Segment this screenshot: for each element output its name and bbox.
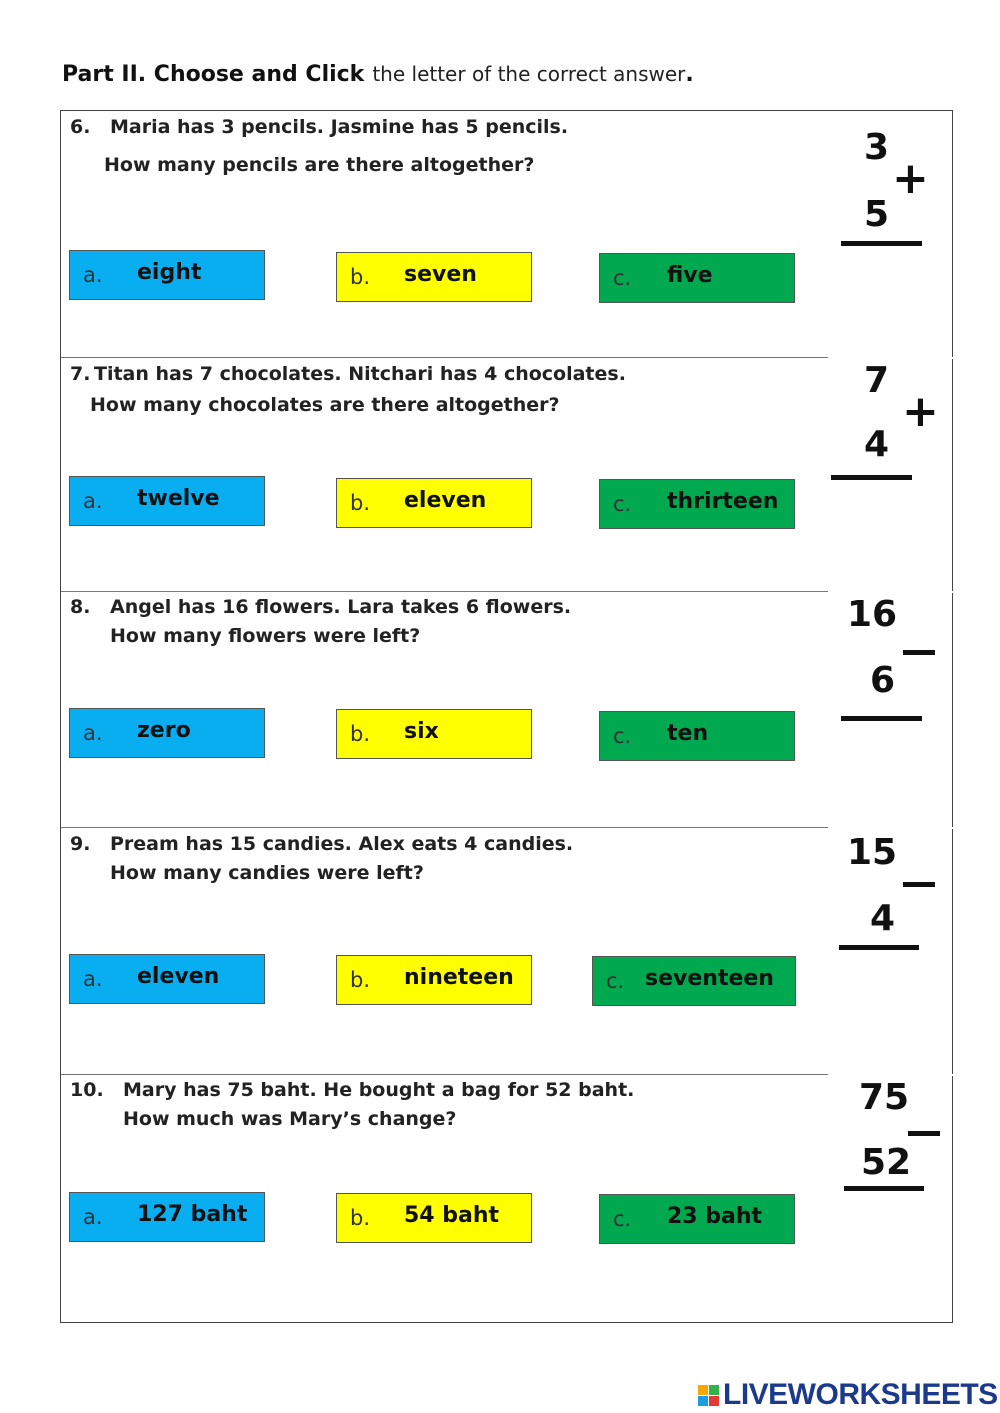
question-text: Titan has 7 chocolates. Nitchari has 4 chocolates. <box>94 363 626 385</box>
question-row <box>61 591 952 827</box>
minus-sign <box>903 650 935 655</box>
calc-top-number: 75 <box>859 1077 910 1118</box>
option-letter: b. <box>350 1206 371 1230</box>
option-letter: a. <box>83 967 103 991</box>
option-letter: a. <box>83 721 103 745</box>
option-text: eight <box>137 260 202 285</box>
option-letter: c. <box>606 969 625 993</box>
answer-option-b[interactable] <box>336 1193 532 1243</box>
vertical-calculation <box>831 828 951 1075</box>
question-line-1 <box>70 1079 634 1101</box>
answer-option-b[interactable] <box>336 955 532 1005</box>
plus-sign: + <box>892 153 929 204</box>
option-text: eleven <box>137 964 220 989</box>
option-text: 23 baht <box>667 1204 763 1229</box>
vertical-calculation <box>821 358 951 592</box>
question-number: 7. <box>70 363 91 385</box>
question-row <box>61 827 952 1074</box>
answer-option-a[interactable] <box>69 954 265 1004</box>
heading-period: . <box>685 62 694 87</box>
question-row <box>61 111 952 357</box>
calc-bottom-number: 52 <box>861 1142 912 1183</box>
option-text: five <box>667 263 713 288</box>
option-text: nineteen <box>404 965 514 990</box>
heading-bold: Part II. Choose and Click <box>62 62 365 87</box>
option-letter: b. <box>350 722 371 746</box>
questions-table <box>60 110 953 1323</box>
answer-option-a[interactable] <box>69 1192 265 1242</box>
question-line-2: How many chocolates are there altogether? <box>90 394 560 416</box>
answer-option-b[interactable] <box>336 478 532 528</box>
answer-option-c[interactable] <box>599 479 795 529</box>
question-line-1 <box>70 116 568 138</box>
difference-line <box>844 1186 924 1191</box>
sum-line <box>841 241 922 246</box>
answer-option-a[interactable] <box>69 476 265 526</box>
option-text: twelve <box>137 486 220 511</box>
option-text: eleven <box>404 488 487 513</box>
option-letter: b. <box>350 968 371 992</box>
option-letter: a. <box>83 263 103 287</box>
minus-sign <box>903 882 935 887</box>
option-text: zero <box>137 718 191 743</box>
liveworksheets-logo-icon <box>698 1385 719 1406</box>
option-letter: b. <box>350 491 371 515</box>
answer-option-b[interactable] <box>336 709 532 759</box>
calc-top-number: 15 <box>847 832 898 873</box>
option-text: 127 baht <box>137 1202 248 1227</box>
option-letter: c. <box>613 492 632 516</box>
option-text: 54 baht <box>404 1203 500 1228</box>
question-row <box>61 1074 952 1322</box>
question-line-2: How many flowers were left? <box>110 625 421 647</box>
question-row <box>61 357 952 591</box>
calc-bottom-number: 6 <box>870 660 896 701</box>
option-letter: a. <box>83 1205 103 1229</box>
worksheet-heading <box>62 62 694 87</box>
option-letter: c. <box>613 1207 632 1231</box>
answer-option-c[interactable] <box>599 711 795 761</box>
option-letter: a. <box>83 489 103 513</box>
calc-top-number: 7 <box>864 360 890 401</box>
calc-bottom-number: 5 <box>864 194 890 235</box>
question-number: 9. <box>70 833 91 855</box>
option-letter: c. <box>613 266 632 290</box>
option-text: seven <box>404 262 477 287</box>
answer-option-c[interactable] <box>592 956 796 1006</box>
difference-line <box>841 716 922 721</box>
question-line-1 <box>70 596 571 618</box>
heading-instruction: the letter of the correct answer <box>372 62 686 86</box>
calc-bottom-number: 4 <box>870 898 896 939</box>
minus-sign <box>908 1131 940 1136</box>
option-text: six <box>404 719 439 744</box>
answer-option-a[interactable] <box>69 708 265 758</box>
question-line-1 <box>70 363 626 385</box>
option-text: thrirteen <box>667 489 779 514</box>
option-text: ten <box>667 721 709 746</box>
plus-sign: + <box>902 386 939 437</box>
question-number: 6. <box>70 116 91 138</box>
vertical-calculation <box>831 111 951 357</box>
question-line-1 <box>70 833 573 855</box>
question-line-2: How many pencils are there altogether? <box>104 154 535 176</box>
answer-option-c[interactable] <box>599 1194 795 1244</box>
question-line-2: How many candies were left? <box>110 862 424 884</box>
question-text: Angel has 16 flowers. Lara takes 6 flowers. <box>110 596 572 618</box>
difference-line <box>839 945 919 950</box>
liveworksheets-logo <box>698 1378 998 1412</box>
answer-option-b[interactable] <box>336 252 532 302</box>
question-number: 10. <box>70 1079 104 1101</box>
question-text: Pream has 15 candies. Alex eats 4 candies. <box>110 833 574 855</box>
question-text: Maria has 3 pencils. Jasmine has 5 pencils. <box>110 116 569 138</box>
option-letter: c. <box>613 724 632 748</box>
vertical-calculation <box>836 1075 951 1323</box>
question-text: Mary has 75 baht. He bought a bag for 52 baht. <box>123 1079 635 1101</box>
calc-bottom-number: 4 <box>864 424 890 465</box>
calc-top-number: 3 <box>864 127 890 168</box>
answer-option-c[interactable] <box>599 253 795 303</box>
option-text: seventeen <box>645 966 774 991</box>
vertical-calculation <box>831 592 951 828</box>
question-number: 8. <box>70 596 91 618</box>
question-line-2: How much was Mary’s change? <box>123 1108 457 1130</box>
calc-top-number: 16 <box>847 594 898 635</box>
sum-line <box>831 475 912 480</box>
option-letter: b. <box>350 265 371 289</box>
answer-option-a[interactable] <box>69 250 265 300</box>
logo-text: LIVEWORKSHEETS <box>723 1378 998 1411</box>
